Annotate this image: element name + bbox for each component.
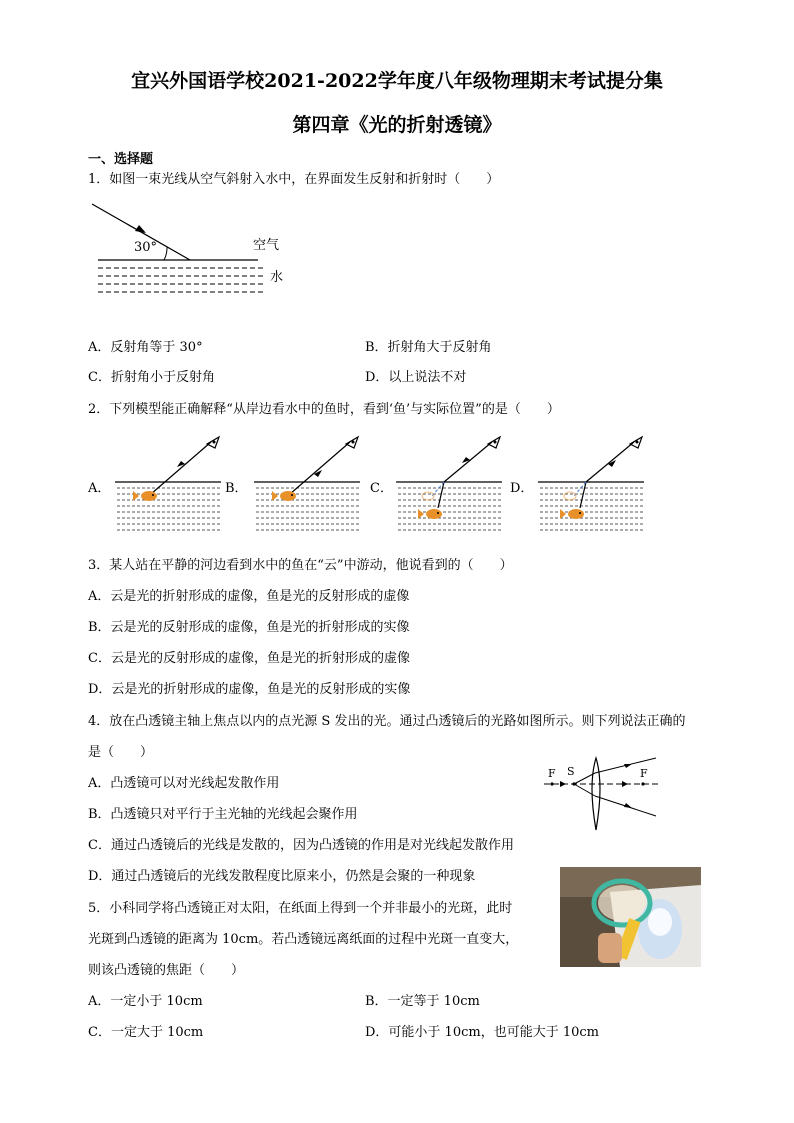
eye-icon [488,437,500,448]
q5-option-b[interactable]: B．一定等于 10cm [365,994,480,1009]
q2-model-a[interactable] [115,434,225,534]
fish-image-icon [564,492,576,500]
q2-model-b[interactable] [254,434,364,534]
convex-lens-icon [592,758,600,830]
q1-option-d[interactable]: D．以上说法不对 [365,370,467,385]
document-subtitle: 第四章《光的折射透镜》 [292,114,502,136]
eye-icon [630,437,642,448]
q1-angle-label: 30° [134,240,158,255]
q3-option-b[interactable]: B．云是光的反射形成的虚像，鱼是光的折射形成的实像 [88,620,410,635]
q1-option-b[interactable]: B．折射角大于反射角 [365,340,492,355]
document-title: 宜兴外国语学校2021-2022学年度八年级物理期末考试提分集 [131,70,663,92]
q2-label-a[interactable]: A． [88,481,111,496]
q1-stem: 1．如图一束光线从空气斜射入水中，在界面发生反射和折射时（ ） [88,172,500,187]
fish-icon [133,491,157,501]
q3-option-a[interactable]: A．云是光的折射形成的虚像，鱼是光的反射形成的虚像 [88,589,410,604]
q2-stem: 2．下列模型能正确解释“从岸边看水中的鱼时，看到‘鱼’与实际位置”的是（ ） [88,402,560,417]
q4-stem-line2: 是（ ） [88,745,154,760]
q2-label-c[interactable]: C． [370,481,393,496]
eye-icon [346,437,358,448]
q5-stem-line2: 光斑到凸透镜的距离为 10cm。若凸透镜远离纸面的过程中光斑一直变大， [88,932,519,947]
q3-stem: 3．某人站在平静的河边看到水中的鱼在“云”中游动，他说看到的（ ） [88,558,513,573]
q2-label-b[interactable]: B． [225,481,248,496]
q2-label-d[interactable]: D． [510,481,534,496]
fish-image-icon [422,492,434,500]
q1-option-c[interactable]: C．折射角小于反射角 [88,370,215,385]
section-heading: 一、选择题 [88,152,154,167]
q2-model-c[interactable] [396,434,506,534]
q5-magnifier-photo [560,867,701,967]
eye-icon [207,437,219,448]
q4-option-a[interactable]: A．凸透镜可以对光线起发散作用 [88,776,280,791]
q2-model-d[interactable] [538,434,648,534]
q4-option-d[interactable]: D．通过凸透镜后的光线发散程度比原来小，仍然是会聚的一种现象 [88,869,476,884]
q5-stem-line1: 5．小科同学将凸透镜正对太阳，在纸面上得到一个并非最小的光斑，此时 [88,901,513,916]
q5-option-c[interactable]: C．一定大于 10cm [88,1025,204,1040]
q5-option-d[interactable]: D．可能小于 10cm，也可能大于 10cm [365,1025,599,1040]
q5-stem-line3: 则该凸透镜的焦距（ ） [88,963,245,978]
q1-air-label: 空气 [253,238,280,253]
fish-icon [560,509,584,519]
q4-focus-left-label: F [548,767,556,780]
q4-option-c[interactable]: C．通过凸透镜后的光线是发散的，因为凸透镜的作用是对光线起发散作用 [88,838,514,853]
q1-option-a[interactable]: A．反射角等于 30° [88,340,203,355]
q4-option-b[interactable]: B．凸透镜只对平行于主光轴的光线起会聚作用 [88,807,358,822]
fish-icon [272,491,296,501]
q1-water-label: 水 [270,270,284,285]
q3-option-c[interactable]: C．云是光的反射形成的虚像，鱼是光的折射形成的虚像 [88,651,410,666]
q4-source-label: S [567,765,575,778]
q5-option-a[interactable]: A．一定小于 10cm [88,994,203,1009]
q4-stem-line1: 4．放在凸透镜主轴上焦点以内的点光源 S 发出的光。通过凸透镜后的光路如图所示。则下列说法正确的 [88,714,686,729]
q4-focus-right-label: F [640,767,648,780]
ray-arrow-icon [135,225,146,233]
q3-option-d[interactable]: D．云是光的折射形成的虚像，鱼是光的反射形成的实像 [88,682,411,697]
fish-icon [418,509,442,519]
